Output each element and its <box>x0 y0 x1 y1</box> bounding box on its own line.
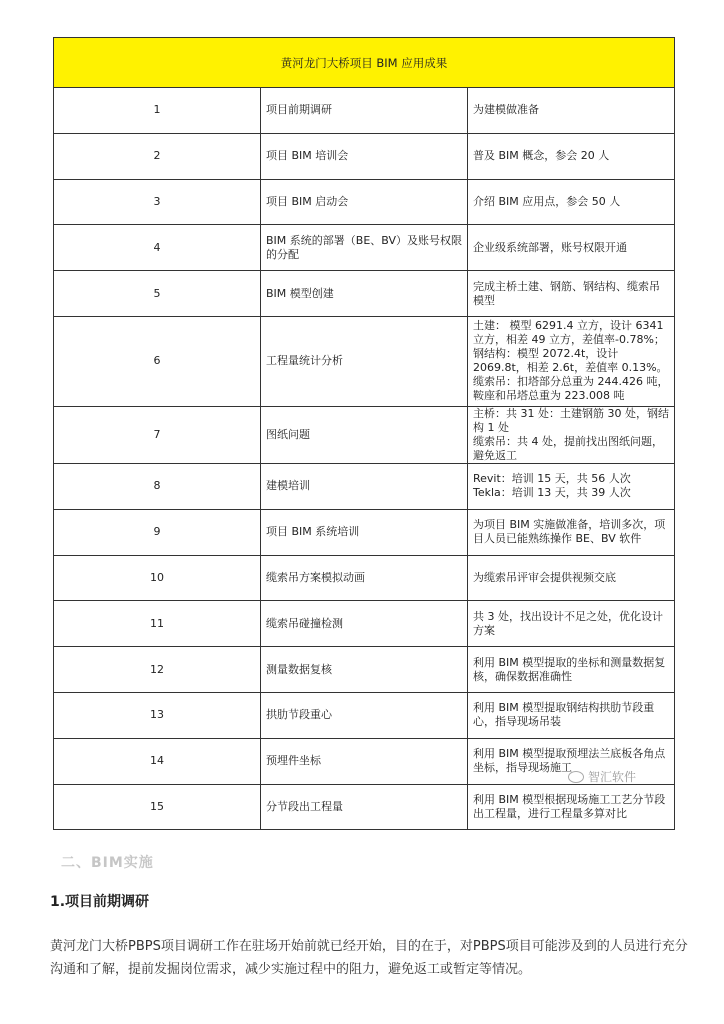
watermark-text: 智汇软件 <box>588 770 637 784</box>
row-number: 3 <box>54 179 261 225</box>
row-item: BIM 模型创建 <box>261 271 468 317</box>
row-number: 14 <box>54 738 261 784</box>
table-row <box>54 692 675 738</box>
table-row <box>54 647 675 693</box>
row-number: 12 <box>54 647 261 693</box>
row-result: 企业级系统部署，账号权限开通 <box>468 225 675 271</box>
intro-paragraph: 黄河龙门大桥PBPS项目调研工作在驻场开始前就已经开始，目的在于，对PBPS项目可能涉及到的人员进行充分沟通和了解，提前发掘岗位需求，减少实施过程中的阻力，避免返工或暂定等情况。 <box>50 939 688 977</box>
row-result: 共 3 处，找出设计不足之处，优化设计方案 <box>468 601 675 647</box>
row-number: 11 <box>54 601 261 647</box>
row-item: 项目 BIM 系统培训 <box>261 509 468 555</box>
table-row <box>54 225 675 271</box>
row-number: 13 <box>54 692 261 738</box>
row-item: 缆索吊碰撞检测 <box>261 601 468 647</box>
table-row <box>54 784 675 830</box>
row-result: 为建模做准备 <box>468 88 675 134</box>
row-item: 预埋件坐标 <box>261 738 468 784</box>
row-item: 项目 BIM 启动会 <box>261 179 468 225</box>
table-row <box>54 179 675 225</box>
row-number: 1 <box>54 88 261 134</box>
bim-results-table-wrapper <box>53 37 675 830</box>
sub-heading: 1.项目前期调研 <box>50 894 150 910</box>
table-title: 黄河龙门大桥项目 BIM 应用成果 <box>54 38 675 88</box>
row-result: Revit：培训 15 天，共 56 人次 Tekla：培训 13 天，共 39 人次 <box>468 463 675 509</box>
row-result: 介绍 BIM 应用点，参会 50 人 <box>468 179 675 225</box>
row-number: 6 <box>54 316 261 406</box>
wechat-icon <box>568 771 584 783</box>
row-item: 图纸问题 <box>261 406 468 463</box>
row-item: 项目前期调研 <box>261 88 468 134</box>
row-result: 利用 BIM 模型提取钢结构拱肋节段重心，指导现场吊装 <box>468 692 675 738</box>
table-row <box>54 406 675 463</box>
row-item: 测量数据复核 <box>261 647 468 693</box>
table-row <box>54 601 675 647</box>
row-number: 9 <box>54 509 261 555</box>
table-row <box>54 271 675 317</box>
row-item: 分节段出工程量 <box>261 784 468 830</box>
row-number: 4 <box>54 225 261 271</box>
section-heading: 二、BIM实施 <box>61 855 154 871</box>
table-body <box>54 88 675 830</box>
table-row <box>54 555 675 601</box>
row-number: 5 <box>54 271 261 317</box>
row-number: 7 <box>54 406 261 463</box>
table-row <box>54 133 675 179</box>
bim-results-table <box>53 37 675 830</box>
row-item: 工程量统计分析 <box>261 316 468 406</box>
row-result: 主桥：共 31 处：土建钢筋 30 处，钢结构 1 处 缆索吊：共 4 处，提前找出图纸问题，避免返工 <box>468 406 675 463</box>
table-row <box>54 88 675 134</box>
row-result: 为缆索吊评审会提供视频交底 <box>468 555 675 601</box>
row-number: 2 <box>54 133 261 179</box>
row-item: BIM 系统的部署（BE、BV）及账号权限的分配 <box>261 225 468 271</box>
row-result: 利用 BIM 模型提取的坐标和测量数据复核，确保数据准确性 <box>468 647 675 693</box>
table-row <box>54 316 675 406</box>
row-result: 利用 BIM 模型提取预埋法兰底板各角点坐标，指导现场施工 <box>468 738 675 784</box>
table-row <box>54 509 675 555</box>
row-item: 项目 BIM 培训会 <box>261 133 468 179</box>
row-result: 为项目 BIM 实施做准备，培训多次，项目人员已能熟练操作 BE、BV 软件 <box>468 509 675 555</box>
row-result: 完成主桥土建、钢筋、钢结构、缆索吊模型 <box>468 271 675 317</box>
row-number: 15 <box>54 784 261 830</box>
row-result: 普及 BIM 概念，参会 20 人 <box>468 133 675 179</box>
row-item: 拱肋节段重心 <box>261 692 468 738</box>
watermark <box>568 768 636 785</box>
row-number: 10 <box>54 555 261 601</box>
row-number: 8 <box>54 463 261 509</box>
row-item: 建模培训 <box>261 463 468 509</box>
row-result: 土建： 模型 6291.4 立方，设计 6341 立方，相差 49 立方，差值率-0.78%； 钢结构：模型 2072.4t，设计 2069.8t，相差 2.6t，差值率 0.13%。 缆索吊：扣塔部分总重为 244.426 吨，鞍座和吊塔总重为 223.008 吨 <box>468 316 675 406</box>
row-item: 缆索吊方案模拟动画 <box>261 555 468 601</box>
row-result: 利用 BIM 模型根据现场施工工艺分节段出工程量，进行工程量多算对比 <box>468 784 675 830</box>
table-row <box>54 463 675 509</box>
